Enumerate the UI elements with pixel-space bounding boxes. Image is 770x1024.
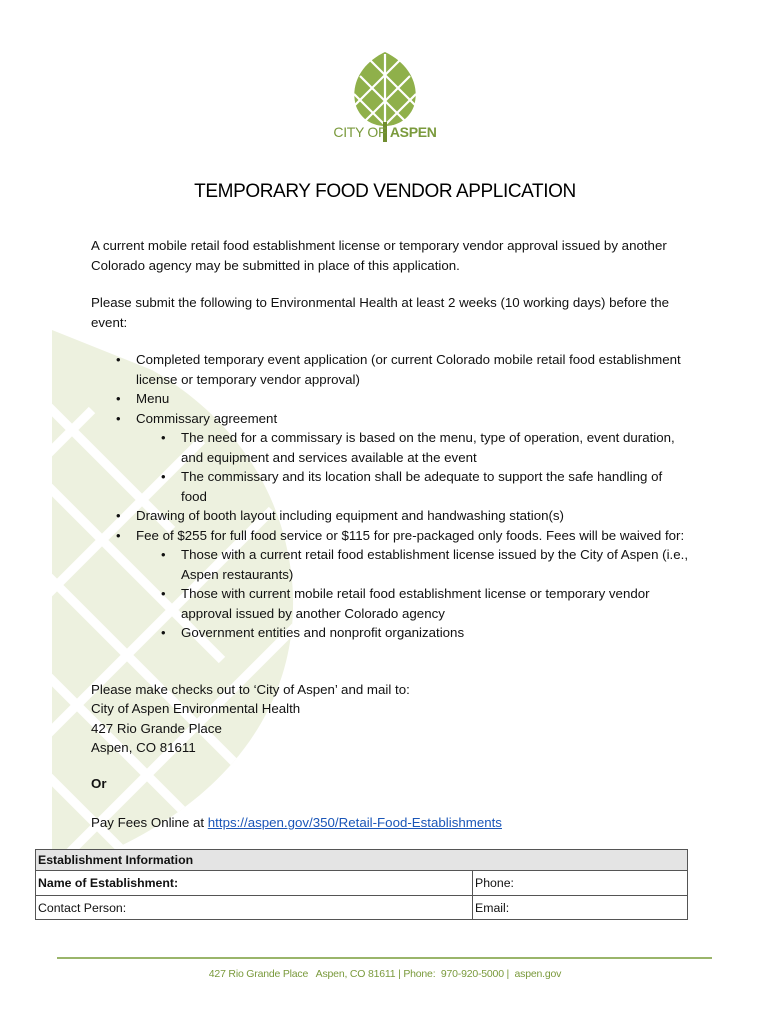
pay-fees-link[interactable]: https://aspen.gov/350/Retail-Food-Establishments xyxy=(207,815,502,830)
mail-recipient: City of Aspen Environmental Health xyxy=(91,701,301,717)
table-header: Establishment Information xyxy=(36,850,688,871)
phone-field[interactable]: Phone: xyxy=(473,871,688,896)
list-item: • Commissary agreement • The need for a commissary is based on the menu, type of operation, event duration, and equipment and services available at the event • The commissary and its location shall be adequate to support the safe handling of food xyxy=(136,409,691,507)
requirements-list xyxy=(136,350,691,643)
list-item: • Fee of $255 for full food service or $115 for pre-packaged only foods. Fees will be waived for: • Those with a current retail food establishment license issued by the City of Aspen (i.e., Aspen restaurants) • Those with current mobile retail food establishment license or temporary vendor approval issued by another Colorado agency • Government entities and nonprofit organizations xyxy=(136,526,691,643)
list-item: • Drawing of booth layout including equipment and handwashing station(s) xyxy=(136,506,691,526)
mail-street: 427 Rio Grande Place xyxy=(91,720,222,736)
page-title: TEMPORARY FOOD VENDOR APPLICATION xyxy=(194,181,576,202)
establishment-name-field[interactable]: Name of Establishment: xyxy=(36,871,473,896)
footer-divider xyxy=(57,957,712,959)
commissary-sublist xyxy=(136,428,691,506)
submit-instructions: Please submit the following to Environmental Health at least 2 weeks (10 working days) before the event: xyxy=(91,295,669,330)
or-label: Or xyxy=(91,776,107,791)
pay-online xyxy=(91,813,691,833)
mail-instruction: Please make checks out to ‘City of Aspen’ and mail to: xyxy=(91,682,410,697)
list-item: • Those with current mobile retail food establishment license or temporary vendor approval issued by another Colorado agency xyxy=(181,584,691,623)
list-item: • Those with a current retail food establishment license issued by the City of Aspen (i.e., Aspen restaurants) xyxy=(181,545,691,584)
logo-city: CITY OF xyxy=(333,124,390,140)
footer-contact: 427 Rio Grande Place Aspen, CO 81611 | Phone: 970-920-5000 | aspen.gov xyxy=(208,968,562,980)
list-item: • The commissary and its location shall be adequate to support the safe handling of food xyxy=(181,467,691,506)
logo-aspen: ASPEN xyxy=(389,124,437,140)
establishment-info-table xyxy=(35,849,688,920)
logo-wordmark xyxy=(300,124,470,140)
list-item: • Completed temporary event application (or current Colorado mobile retail food establishment license or temporary vendor approval) xyxy=(136,350,691,389)
email-field[interactable]: Email: xyxy=(473,896,688,920)
list-item: • Menu xyxy=(136,389,691,409)
list-item: • Government entities and nonprofit organizations xyxy=(181,623,691,643)
contact-person-field[interactable]: Contact Person: xyxy=(36,896,473,920)
intro-paragraph: A current mobile retail food establishment license or temporary vendor approval issued by another Colorado agency may be submitted in place of this application. xyxy=(91,238,667,273)
list-item: • The need for a commissary is based on the menu, type of operation, event duration, and equipment and services available at the event xyxy=(181,428,691,467)
mailing-address xyxy=(91,680,691,758)
pay-prefix: Pay Fees Online at xyxy=(91,815,208,830)
fee-waiver-sublist xyxy=(136,545,691,643)
mail-city: Aspen, CO 81611 xyxy=(91,740,196,756)
